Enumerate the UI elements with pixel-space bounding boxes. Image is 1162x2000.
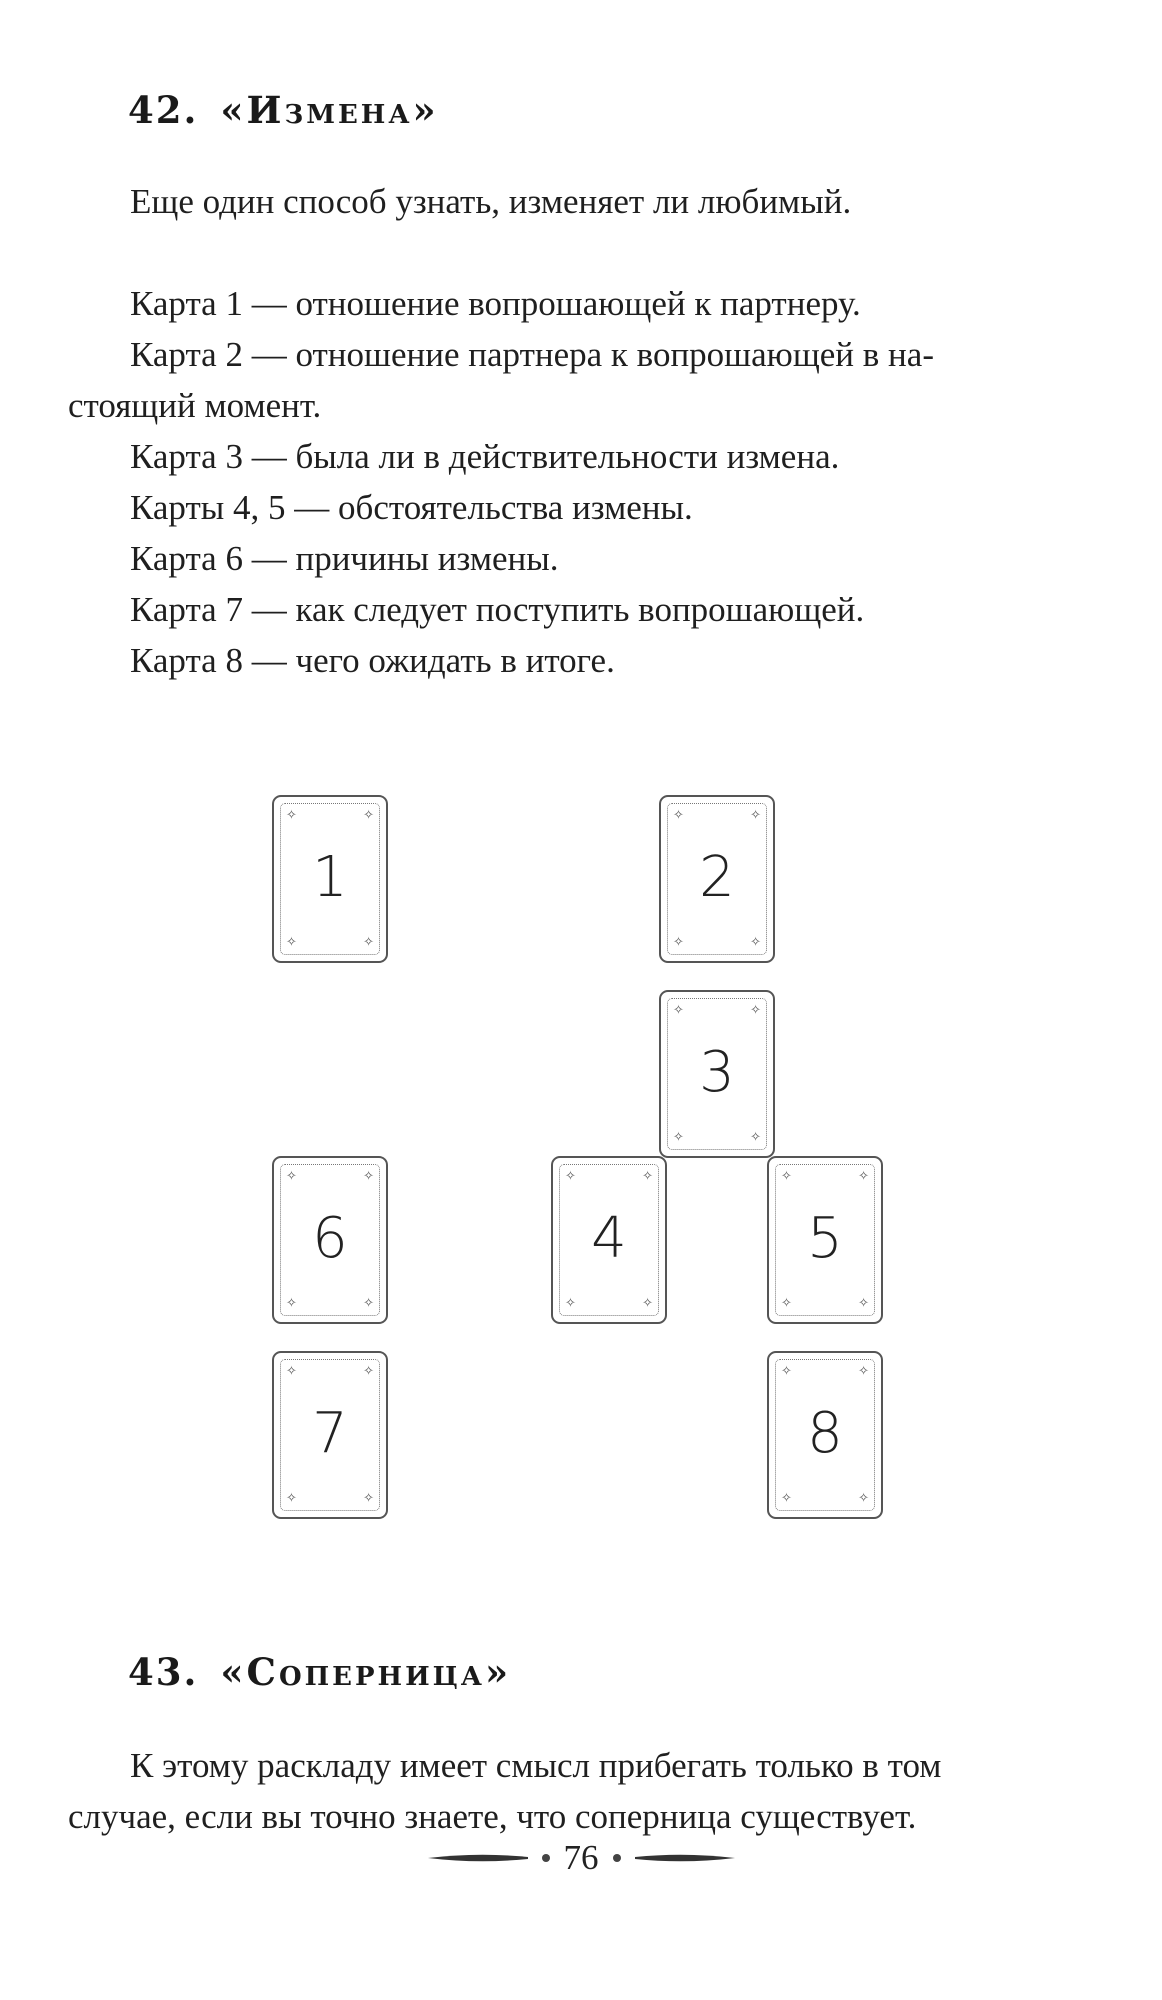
tarot-card-6 — [272, 1156, 388, 1324]
dot-icon — [542, 1854, 550, 1862]
section-heading-42 — [128, 88, 439, 132]
tarot-card-4 — [551, 1156, 667, 1324]
star-icon: ✧ — [858, 1296, 869, 1311]
star-icon: ✧ — [565, 1169, 576, 1184]
star-icon: ✧ — [750, 808, 761, 823]
section-heading-43 — [128, 1650, 511, 1694]
tarot-card-5 — [767, 1156, 883, 1324]
star-icon: ✧ — [750, 935, 761, 950]
star-icon: ✧ — [750, 1130, 761, 1145]
star-icon: ✧ — [781, 1491, 792, 1506]
star-icon: ✧ — [673, 935, 684, 950]
section-paragraph-line-2: случае, если вы точно знаете, что соперница существует. — [68, 1797, 917, 1836]
star-icon: ✧ — [858, 1364, 869, 1379]
star-icon: ✧ — [673, 1003, 684, 1018]
star-icon: ✧ — [286, 935, 297, 950]
card-description-1: Карта 1 — отношение вопрошающей к партнеру. — [130, 284, 861, 323]
card-description-2: Карта 2 — отношение партнера к вопрошающей в на- — [130, 335, 934, 374]
section-number: 42. — [128, 88, 199, 132]
card-number: 4 — [591, 1206, 627, 1272]
ornament-left-icon — [428, 1852, 528, 1864]
star-icon: ✧ — [858, 1169, 869, 1184]
star-icon: ✧ — [363, 1364, 374, 1379]
star-icon: ✧ — [286, 808, 297, 823]
card-number: 2 — [699, 845, 735, 911]
star-icon: ✧ — [286, 1364, 297, 1379]
card-description-7: Карта 7 — как следует поступить вопрошающей. — [130, 590, 865, 629]
tarot-card-1 — [272, 795, 388, 963]
star-icon: ✧ — [286, 1296, 297, 1311]
intro-paragraph: Еще один способ узнать, изменяет ли любимый. — [130, 182, 852, 221]
card-description-3: Карта 3 — была ли в действительности измена. — [130, 437, 840, 476]
star-icon: ✧ — [642, 1169, 653, 1184]
star-icon: ✧ — [858, 1491, 869, 1506]
card-description-6: Карта 6 — причины измены. — [130, 539, 559, 578]
card-number: 5 — [807, 1206, 843, 1272]
star-icon: ✧ — [565, 1296, 576, 1311]
star-icon: ✧ — [673, 1130, 684, 1145]
dot-icon — [613, 1854, 621, 1862]
star-icon: ✧ — [363, 935, 374, 950]
tarot-card-3 — [659, 990, 775, 1158]
star-icon: ✧ — [363, 1296, 374, 1311]
star-icon: ✧ — [781, 1169, 792, 1184]
star-icon: ✧ — [363, 808, 374, 823]
page-number: 76 — [563, 1838, 599, 1877]
tarot-card-8 — [767, 1351, 883, 1519]
card-description-8: Карта 8 — чего ожидать в итоге. — [130, 641, 615, 680]
tarot-card-2 — [659, 795, 775, 963]
section-number: 43. — [128, 1650, 199, 1694]
star-icon: ✧ — [363, 1491, 374, 1506]
star-icon: ✧ — [286, 1169, 297, 1184]
page-footer — [0, 1838, 1162, 1878]
section-paragraph-line-1: К этому раскладу имеет смысл прибегать только в том — [130, 1746, 942, 1785]
ornament-right-icon — [635, 1852, 735, 1864]
card-description-2-cont: стоящий момент. — [68, 386, 322, 425]
card-number: 1 — [312, 845, 348, 911]
star-icon: ✧ — [781, 1296, 792, 1311]
star-icon: ✧ — [642, 1296, 653, 1311]
star-icon: ✧ — [750, 1003, 761, 1018]
card-number: 3 — [699, 1040, 735, 1106]
card-number: 7 — [312, 1401, 348, 1467]
star-icon: ✧ — [781, 1364, 792, 1379]
tarot-card-7 — [272, 1351, 388, 1519]
star-icon: ✧ — [363, 1169, 374, 1184]
card-number: 8 — [807, 1401, 843, 1467]
card-number: 6 — [312, 1206, 348, 1272]
section-title: «Измена» — [220, 88, 439, 132]
star-icon: ✧ — [286, 1491, 297, 1506]
card-description-4-5: Карты 4, 5 — обстоятельства измены. — [130, 488, 693, 527]
star-icon: ✧ — [673, 808, 684, 823]
section-title: «Соперница» — [220, 1650, 512, 1694]
